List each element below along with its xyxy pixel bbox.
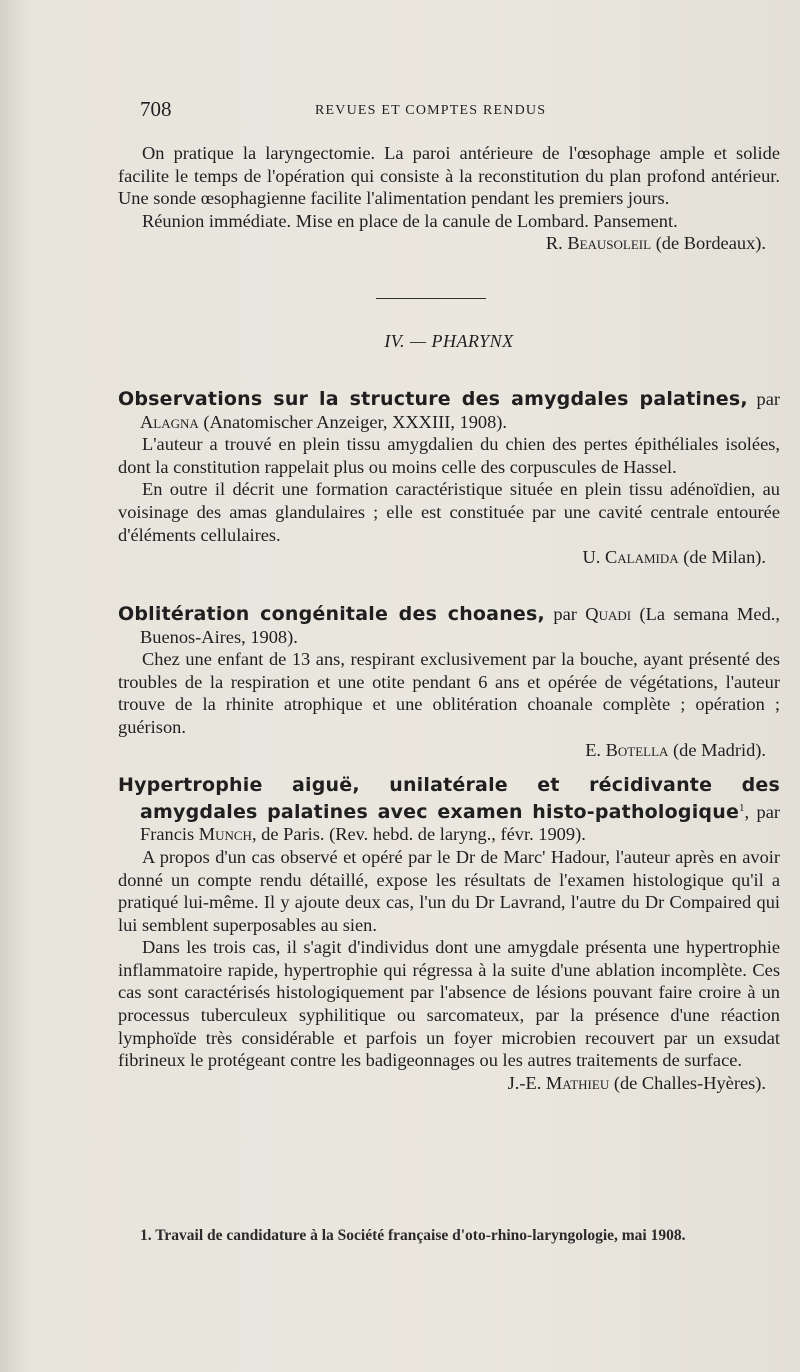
article-3 [118, 774, 780, 1094]
section-heading: IV. — PHARYNX [384, 331, 514, 351]
signature-place: (de Bordeaux). [655, 233, 766, 254]
signature [118, 739, 780, 762]
article-1 [118, 388, 780, 569]
signature-name: E. Botella [585, 739, 669, 760]
page-number: 708 [140, 97, 172, 121]
paragraph: Dans les trois cas, il s'agit d'individus dont une amygdale présenta une hypertrophie inflammatoire rapide, hypertrophie qui régressa à la suite d'une ablation incomplète. Ces cas sont caractérisés histologiquement par l'absence de lésions pouvant faire croire à un processus tuberculeux syphilitique ou sarcomateux, par la présence d'une réaction lymphoïde très considérable et parfois un foyer microbien recouvert par un exsudat fibrineux le protégeant contre les badigeonnages ou les autres traitements de surface. [118, 937, 780, 1071]
paragraph: En outre il décrit une formation caractéristique située en plein tissu adénoïdien, au voisinage des amas glandulaires ; elle est constituée par une cavité centrale entourée d'éléments cellulaires. [118, 479, 780, 545]
signature-name: R. Beausoleil [545, 233, 652, 254]
article-title-line [118, 388, 780, 433]
signature-place: (de Milan). [683, 547, 766, 568]
paragraph-text: Réunion immédiate. Mise en place de la canule de Lombard. Pansement. [142, 210, 678, 231]
signature-place: (de Challes-Hyères). [613, 1072, 766, 1093]
article-par: par [553, 604, 577, 624]
paragraph: On pratique la laryngectomie. La paroi antérieure de l'œsophage ample et solide facilite le temps de l'opération qui consiste à la reconstitution du plan profond antérieur. Une sonde œsophagienne facilite l'alimentation pendant les premiers jours. [118, 143, 780, 209]
signature [118, 546, 780, 569]
article-author: Munch [198, 824, 252, 845]
article-reference: , de Paris. (Rev. hebd. de laryng., févr. 1909). [251, 824, 586, 845]
article-title-line [118, 603, 780, 648]
paragraph: Chez une enfant de 13 ans, respirant exclusivement par la bouche, ayant présenté des troubles de la respiration et une otite pendant 6 ans et opérée de végétations, l'auteur trouve de la rhinite atrophique et une oblitération choanale complète ; opération ; guérison. [118, 649, 780, 737]
signature-name: U. Calamida [582, 547, 679, 568]
article-2 [118, 603, 780, 761]
article-title: Observations sur la structure des amygdales palatines, [118, 388, 748, 410]
article-title-line [118, 774, 780, 846]
footnote [118, 1226, 780, 1246]
previous-review-end [118, 142, 780, 255]
article-par: , par Francis [140, 801, 780, 845]
section-divider [376, 298, 486, 299]
page-header [140, 97, 780, 123]
signature-place: (de Madrid). [673, 739, 766, 760]
article-author: Quadi [585, 604, 632, 624]
paragraph: L'auteur a trouvé en plein tissu amygdalien du chien des pertes épithéliales isolées, dont la constitution rappelait plus ou moins celle des corpuscules de Hassel. [118, 434, 780, 477]
article-author: Alagna [140, 411, 199, 432]
paragraph [118, 210, 780, 254]
article-par: par [756, 389, 780, 409]
running-title: REVUES ET COMPTES RENDUS [315, 103, 547, 118]
article-reference: (La semana Med., Buenos-Aires, 1908). [140, 604, 780, 647]
footnote-mark[interactable]: 1 [739, 801, 745, 814]
signature-name: J.-E. Mathieu [507, 1072, 610, 1093]
footnote-text: 1. Travail de candidature à la Société française d'oto-rhino-laryngologie, mai 1908. [140, 1227, 686, 1244]
paragraph: A propos d'un cas observé et opéré par le Dr de Marc' Hadour, l'auteur après en avoir donné un compte rendu détaillé, expose les résultats de l'examen histologique qu'il a pratiqué lui-même. Il y ajoute deux cas, l'un du Dr Lavrand, l'autre du Dr Compaired qui lui semblent superposables au sien. [118, 846, 780, 935]
signature [546, 232, 780, 255]
signature [118, 1072, 780, 1095]
article-title: Oblitération congénitale des choanes, [118, 603, 545, 625]
article-reference: (Anatomischer Anzeiger, XXXIII, 1908). [203, 411, 508, 432]
article-title: Hypertrophie aiguë, unilatérale et récidivante des amygdales palatines avec examen histo-pathologique [118, 774, 780, 823]
